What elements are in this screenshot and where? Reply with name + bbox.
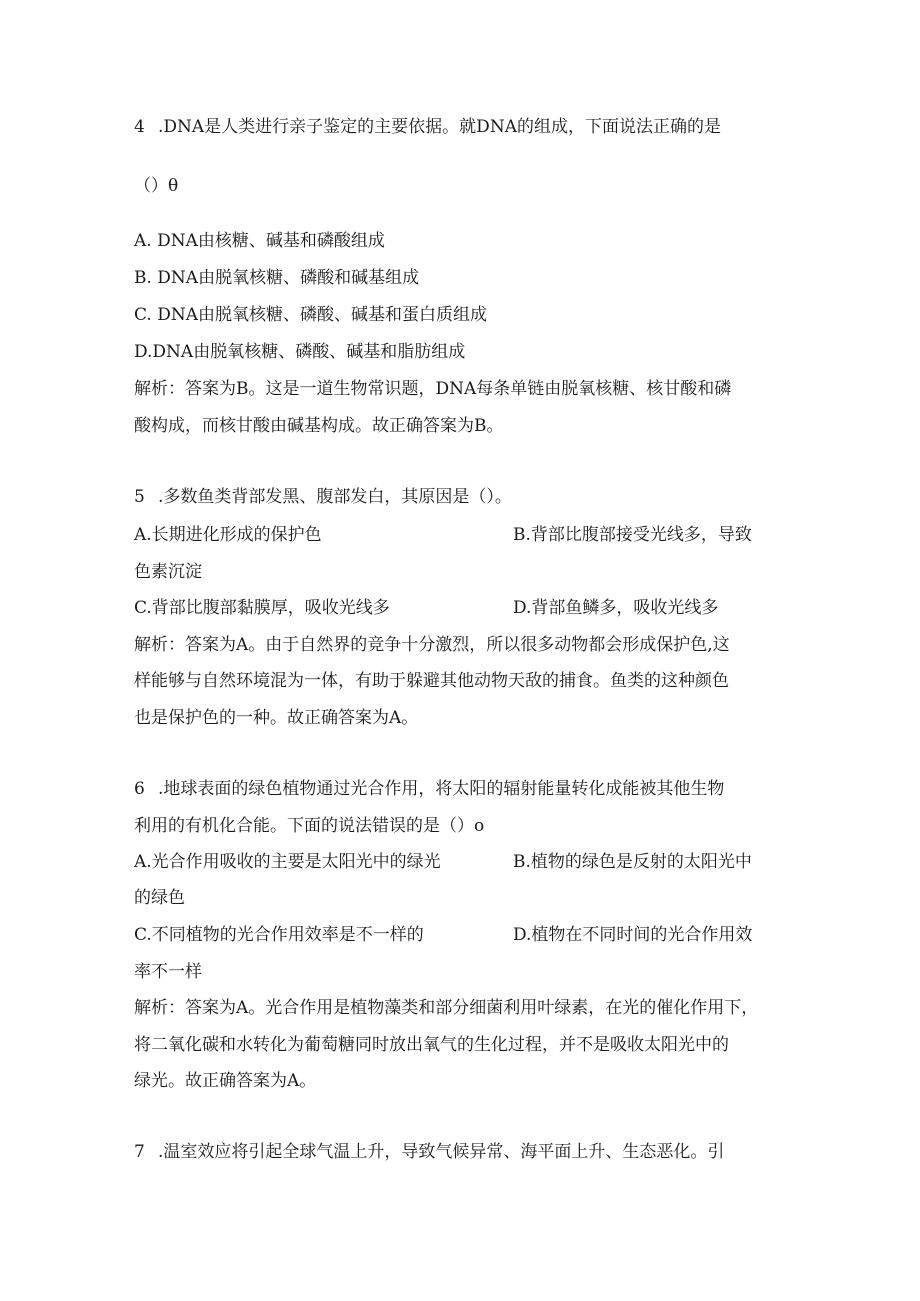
q4-stem-line2: （）θ [134, 176, 179, 196]
q5-number: 5 [134, 487, 145, 507]
q5-stem-line1 [134, 486, 512, 508]
q7-number: 7 [134, 1142, 145, 1162]
q6-stem-line2: 利用的有机化合能。下面的说法错误的是（）o [134, 816, 485, 836]
q5-option-b-line1: B.背部比腹部接受光线多，导致 [513, 525, 752, 545]
q4-option-a: A. DNA由核糖、碱基和磷酸组成 [134, 231, 385, 251]
q5-option-c: C.背部比腹部黏膜厚，吸收光线多 [134, 598, 390, 618]
q6-option-d-line1: D.植物在不同时间的光合作用效 [513, 925, 753, 945]
q6-stem-line1 [134, 778, 724, 800]
q6-option-b-line1: B.植物的绿色是反射的太阳光中 [513, 852, 752, 872]
q6-analysis-line3: 绿光。故正确答案为A。 [134, 1071, 317, 1091]
q6-option-b-line2: 的绿色 [134, 888, 185, 908]
q5-option-b-line2: 色素沉淀 [134, 562, 202, 582]
q4-analysis-line2: 酸构成，而核甘酸由碱基构成。故正确答案为B。 [134, 416, 504, 436]
q6-option-a: A.光合作用吸收的主要是太阳光中的绿光 [134, 852, 441, 872]
q4-option-b: B. DNA由脱氧核糖、磷酸和碱基组成 [134, 268, 420, 288]
q5-analysis-line3: 也是保护色的一种。故正确答案为A。 [134, 708, 419, 728]
q6-analysis-line1: 解析：答案为A。光合作用是植物藻类和部分细菌利用叶绿素，在光的催化作用下， [134, 998, 759, 1018]
q6-stem-text: .地球表面的绿色植物通过光合作用，将太阳的辐射能量转化成能被其他生物 [158, 779, 725, 799]
q4-stem-line1 [134, 116, 721, 138]
q5-option-d: D.背部鱼鳞多，吸收光线多 [513, 598, 719, 618]
q6-analysis-line2: 将二氧化碳和水转化为葡萄糖同时放出氧气的生化过程，并不是吸收太阳光中的 [134, 1035, 729, 1055]
q4-stem-text: .DNA是人类进行亲子鉴定的主要依据。就DNA的组成，下面说法正确的是 [158, 117, 721, 137]
q4-number: 4 [134, 117, 145, 137]
q7-stem-text: .温室效应将引起全球气温上升，导致气候异常、海平面上升、生态恶化。引 [158, 1142, 725, 1162]
q5-analysis-line2: 样能够与自然环境混为一体，有助于躲避其他动物天敌的捕食。鱼类的这种颜色 [134, 671, 729, 691]
q6-option-d-line2: 率不一样 [134, 962, 202, 982]
q4-option-d: D.DNA由脱氧核糖、磷酸、碱基和脂肪组成 [134, 342, 466, 362]
q5-option-a: A.长期进化形成的保护色 [134, 525, 322, 545]
q6-option-c: C.不同植物的光合作用效率是不一样的 [134, 925, 424, 945]
q7-stem-line1 [134, 1141, 724, 1163]
q4-option-c: C. DNA由脱氧核糖、磷酸、碱基和蛋白质组成 [134, 305, 487, 325]
q5-analysis-line1: 解析：答案为A。由于自然界的竞争十分激烈，所以很多动物都会形成保护色,这 [134, 635, 730, 655]
q6-number: 6 [134, 779, 145, 799]
q4-analysis-line1: 解析：答案为B。这是一道生物常识题，DNA每条单链由脱氧核糖、核甘酸和磷 [134, 379, 732, 399]
q5-stem-text: .多数鱼类背部发黑、腹部发白，其原因是（）。 [158, 487, 512, 507]
